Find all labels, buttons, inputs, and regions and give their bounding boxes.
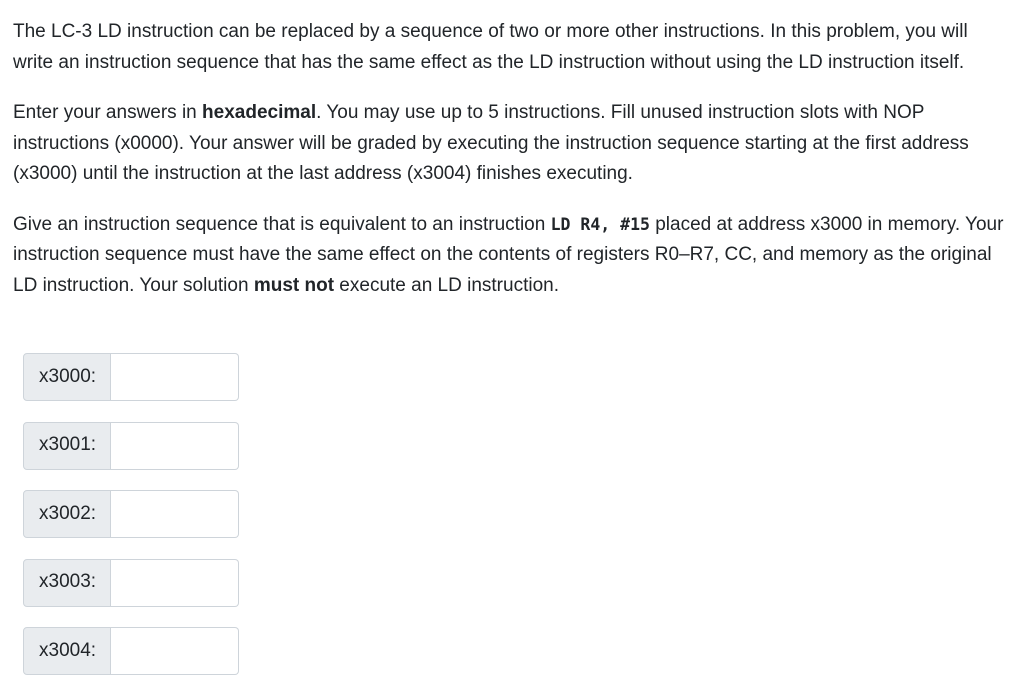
instruction-input-x3001[interactable] [111, 422, 239, 470]
intro-paragraph: The LC-3 LD instruction can be replaced by a sequence of two or more other instructions. In this problem, you will write an instruction sequence that has the same effect as the LD instruction without using the LD instruction itself. [13, 21, 968, 73]
address-label: x3003: [23, 559, 111, 607]
answer-slot-x3000 [23, 353, 239, 401]
format-emphasis: hexadecimal [202, 102, 317, 123]
task-text-mid: placed at address x3000 in memory. Your instruction sequence must have the same effect on the contents of registers R0–R7, CC, and memory as the original LD instruction. Your solution [13, 213, 1004, 296]
task-text-post: execute an LD instruction. [334, 274, 559, 296]
answer-slot-x3003 [23, 559, 239, 607]
answer-slots [23, 353, 239, 696]
format-instructions-paragraph [13, 98, 1013, 190]
task-paragraph [13, 210, 1013, 302]
answer-slot-x3004 [23, 627, 239, 675]
ld-instruction-code: LD R4, #15 [550, 214, 650, 234]
task-text-pre: Give an instruction sequence that is equivalent to an instruction [13, 213, 551, 235]
instruction-input-x3004[interactable] [111, 627, 239, 675]
address-label: x3002: [23, 490, 111, 538]
instruction-input-x3003[interactable] [111, 559, 239, 607]
instruction-input-x3000[interactable] [111, 353, 239, 401]
instruction-input-x3002[interactable] [111, 490, 239, 538]
address-label: x3001: [23, 422, 111, 470]
answer-slot-x3001 [23, 422, 239, 470]
task-emphasis: must not [253, 274, 335, 296]
answer-slot-x3002 [23, 490, 239, 538]
address-label: x3004: [23, 627, 111, 675]
address-label: x3000: [23, 353, 111, 401]
format-text-pre: Enter your answers in [13, 102, 203, 123]
format-text-post: . You may use up to 5 instructions. Fill unused instruction slots with NOP instructions (x0000). Your answer will be graded by executing the instruction sequence starting at the first address (x3000) until the instruction at the last address (x3004) finishes executing. [13, 102, 969, 184]
